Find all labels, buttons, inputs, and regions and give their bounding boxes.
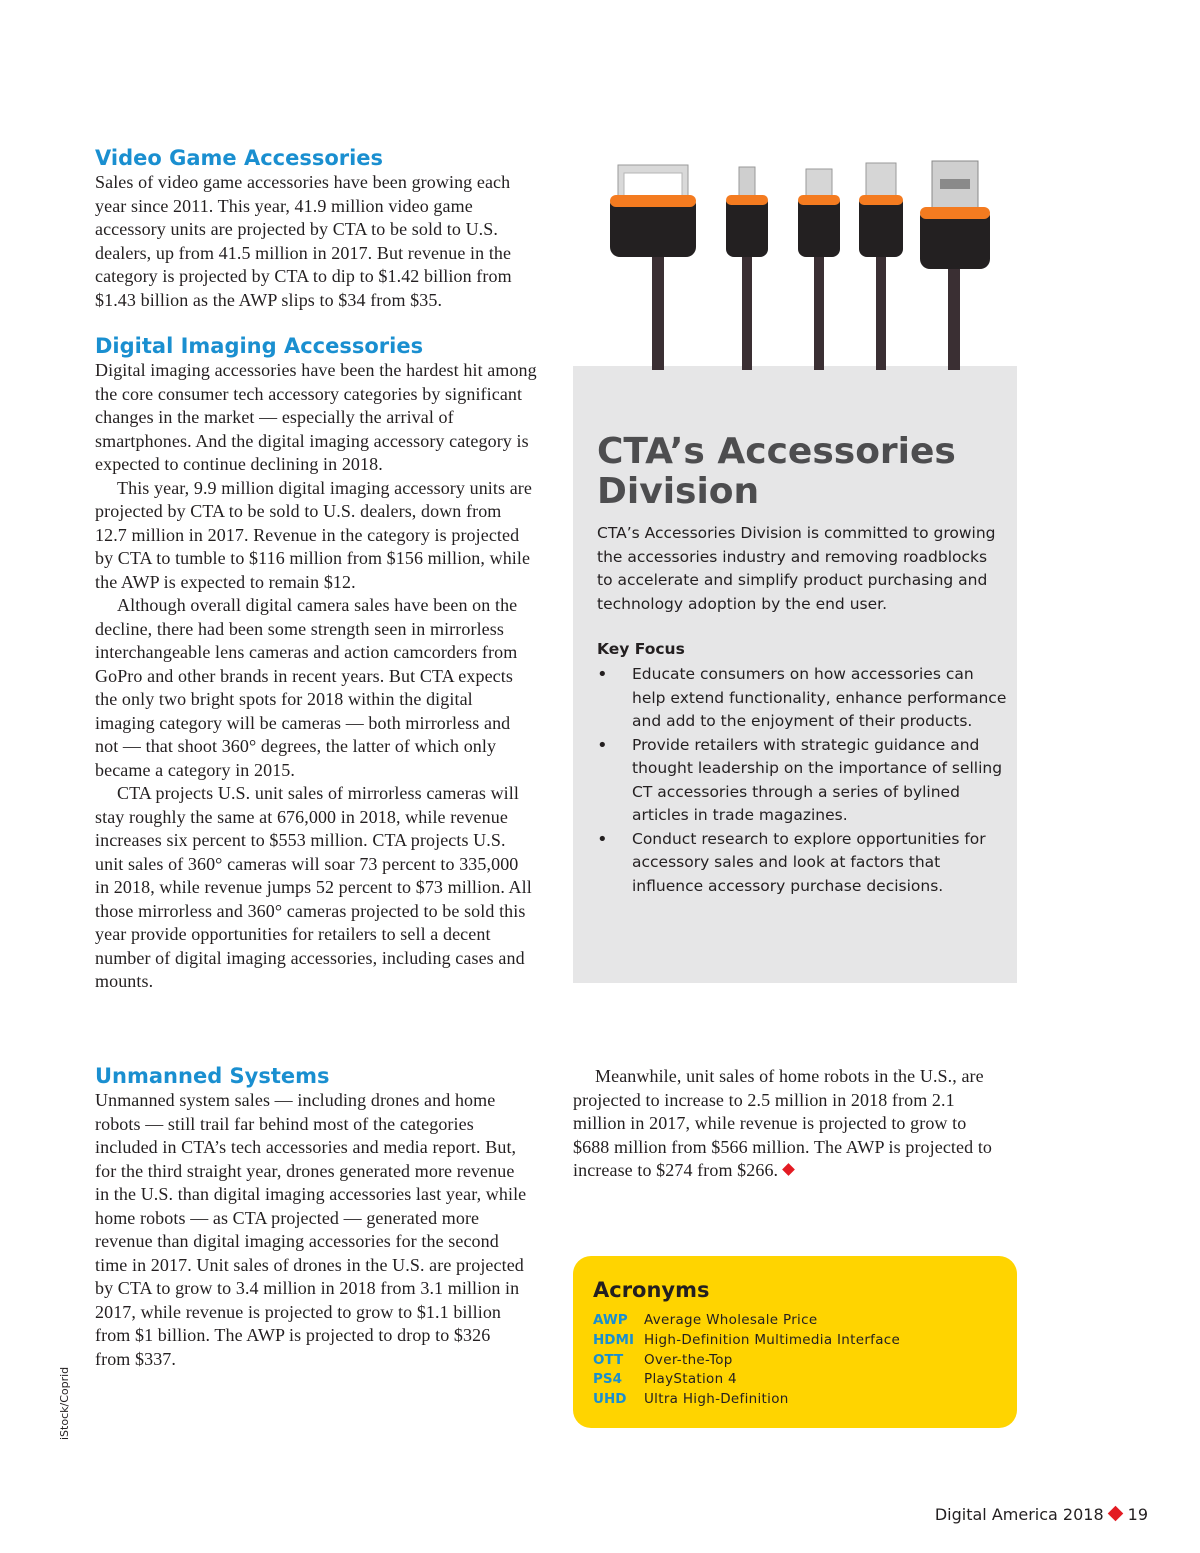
acronym-definition: PlayStation 4 [644,1371,737,1388]
acronym-abbr: OTT [593,1351,624,1368]
list-item-text: Provide retailers with strategic guidance and thought leadership on the importance of selling CT accessories through a series of bylined articles in trade magazines. [632,735,1003,824]
acronym-row [593,1351,900,1371]
bullet-icon: • [597,664,608,685]
acronym-definition: Over-the-Top [644,1351,733,1368]
acronym-abbr: AWP [593,1312,628,1328]
publication-name: Digital America 2018 [934,1505,1104,1524]
home-robots-paragraph [573,1065,1003,1183]
acronym-abbr: PS4 [593,1371,623,1388]
acronym-definition: High-Definition Multimedia Interface [644,1331,901,1348]
bullet-icon: • [597,734,608,756]
body-paragraph: Sales of video game accessories have been growing each year since 2011. This year, 41.9 million video game accessory units are projected by CTA to be sold to U.S. dealers, up from 41.5 million in 2017. But revenue in the category is projected by CTA to dip to $1.42 billion from $1.43 billion as the AWP slips to $34 from $35. [95,172,512,310]
division-description: CTA’s Accessories Division is committed to growing the accessories industry and removing roadblocks to accelerate and simplify product purchasing and technology adoption by the end user. [597,524,996,613]
list-item-text: Conduct research to explore opportunities for accessory sales and look at factors that influence accessory purchase decisions. [632,829,986,895]
acronym-row [593,1311,900,1331]
body-paragraph: This year, 9.9 million digital imaging accessory units are projected by CTA to be sold to U.S. dealers, down from 12.7 million in 2017. Revenue in the category is projected by CTA to tumble to $116 million from $156 million, while the AWP is expected to remain $12. [95,477,532,592]
body-paragraph-text: Meanwhile, unit sales of home robots in the U.S., are projected to increase to 2.5 million in 2018 from 2.1 million in 2017, while revenue is projected to grow to $688 million from $566 million. The AWP is projected to increase to $274 from $266. [573,1066,993,1180]
division-title: CTA’s Accessories Division [597,431,956,512]
acronym-row [593,1331,900,1351]
acronym-abbr: UHD [593,1391,627,1408]
cable-micro-usb [798,169,840,370]
page-footer [935,1505,1148,1524]
section-heading: Unmanned Systems [95,1064,330,1088]
body-paragraph: Digital imaging accessories have been the hardest hit among the core consumer tech accessory categories by significant changes in the market — especially the arrival of smartphones. And the digital imaging accessory category is expected to continue declining in 2018. [95,360,537,474]
usb-cables-photo [600,155,1000,370]
cable-mini-usb [859,163,903,370]
list-item [597,828,1007,899]
list-item-text: Educate consumers on how accessories can help extend functionality, enhance performance and add to the enjoyment of their products. [632,665,1007,730]
cable-lightning [726,167,768,370]
acronym-list [593,1311,900,1410]
section-digital-imaging-accessories [95,333,537,994]
acronym-row [593,1390,900,1410]
body-paragraph: Although overall digital camera sales have been on the decline, there had been some strength seen in mirrorless interchangeable lens cameras and action camcorders from GoPro and other brands in recent years. But CTA expects the only two bright spots for 2018 within the digital imaging category will be cameras — both mirrorless and not — that shoot 360° degrees, the latter of which only became a category in 2015. [95,595,518,780]
section-video-game-accessories [95,145,543,312]
section-heading: Video Game Accessories [95,146,384,170]
acronym-definition: Average Wholesale Price [644,1312,818,1328]
list-item [597,734,1007,828]
list-item [597,663,1007,734]
body-paragraph: Unmanned system sales — including drones and home robots — still trail far behind most of the categories included in CTA’s tech accessories and media report. But, for the third straight year, drones generated more revenue in the U.S. than digital imaging accessories last year, while home robots — as CTA projected — generated more revenue than digital imaging accessories for the second time in 2017. Unit sales of drones in the U.S. are projected by CTA to grow to 3.4 million in 2018 from 3.1 million in 2017, while revenue is projected to grow to $1.1 billion from $1 billion. The AWP is projected to drop to $326 from $337. [95,1090,527,1369]
acronym-row [593,1370,900,1390]
end-diamond-icon [782,1163,795,1176]
diamond-icon [1107,1506,1123,1522]
cable-30-pin [610,165,696,370]
key-focus-list [597,663,1007,898]
acronyms-title: Acronyms [593,1278,710,1302]
cable-usb-a [920,161,990,370]
acronym-abbr: HDMI [593,1331,634,1348]
key-focus-title: Key Focus [597,640,685,658]
section-unmanned-systems [95,1063,527,1371]
photo-credit: iStock/Coprid [58,1366,71,1440]
acronym-definition: Ultra High-Definition [644,1391,789,1408]
page-number: 19 [1127,1505,1148,1524]
body-paragraph: CTA projects U.S. unit sales of mirrorless cameras will stay roughly the same at 676,000 in 2018, while revenue increases six percent to $553 million. CTA projects U.S. unit sales of 360° cameras will soar 73 percent to 335,000 in 2018, while revenue jumps 52 percent to $73 million. All those mirrorless and 360° cameras projected to be sold this year provide opportunities for retailers to sell a decent number of digital imaging accessories, including cases and mounts. [95,783,532,991]
section-heading: Digital Imaging Accessories [95,334,424,358]
bullet-icon: • [597,828,608,850]
acronyms-box [573,1256,1017,1428]
